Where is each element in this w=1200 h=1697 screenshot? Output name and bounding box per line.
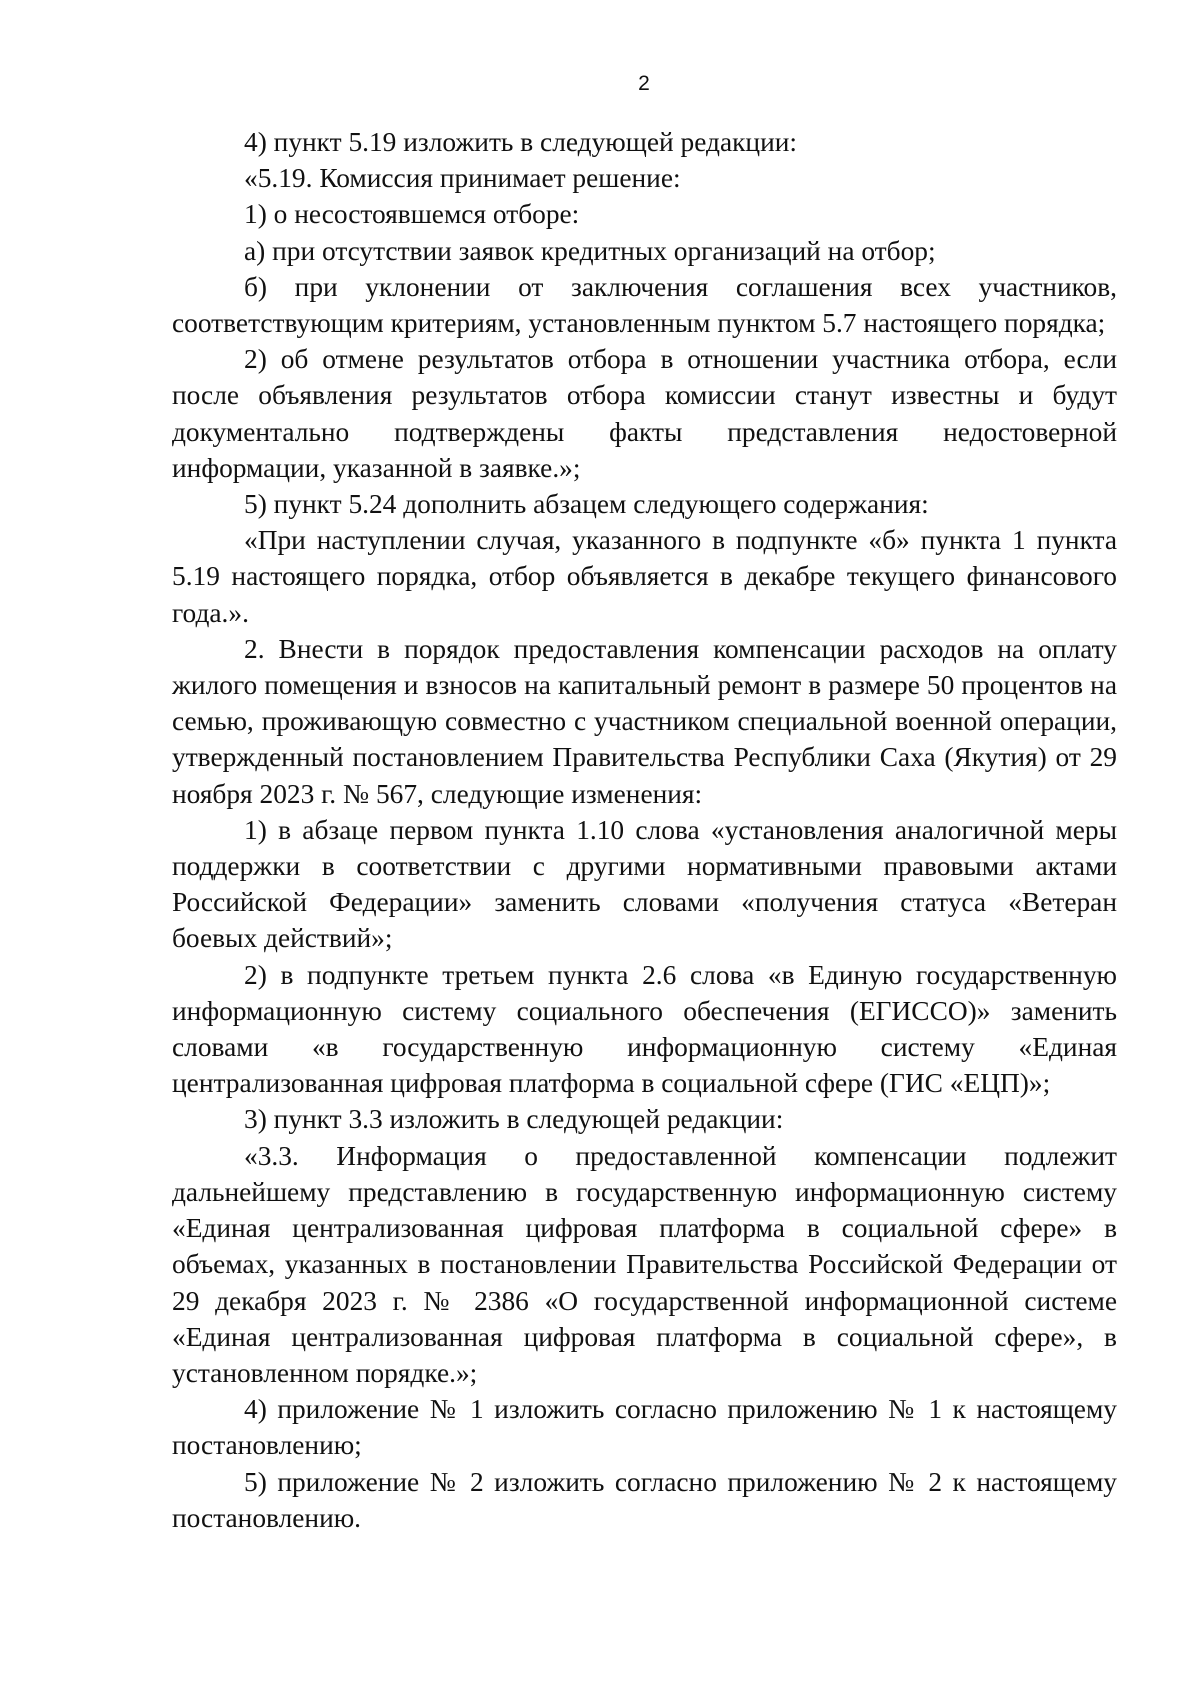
paragraph-amendment-2: 2) в подпункте третьем пункта 2.6 слова «в Единую государственную информационную систему социального обеспечения (ЕГИССО)» заменить словами «в государственную информационную систему «Единая централизованная цифровая платформа в социальной сфере (ГИС «ЕЦП)»;	[172, 959, 1117, 1099]
paragraph-quote-addition: «При наступлении случая, указанного в подпункте «б» пункта 1 пункта 5.19 настоящего порядка, отбор объявляется в декабре текущего финансового года.».	[172, 525, 1117, 628]
paragraph-quote-3-3: «3.3. Информация о предоставленной компенсации подлежит дальнейшему представлению в государственную информационную систему «Единая централизованная цифровая платформа в социальной сфере» в объемах, указанных в постановлении Правительства Российской Федерации от 29 декабря 2023 г. № 2386 «О государственной информационной системе «Единая централизованная цифровая платформа в социальной сфере», в установленном порядке.»;	[172, 1140, 1117, 1388]
page-number: 2	[638, 72, 650, 95]
paragraph-amendment-1: 1) в абзаце первом пункта 1.10 слова «установления аналогичной меры поддержки в соответствии с другими нормативными правовыми актами Российской Федерации» заменить словами «получения статуса «Ветеран боевых действий»;	[172, 814, 1117, 954]
paragraph-quote-5-19: «5.19. Комиссия принимает решение:	[244, 163, 681, 194]
paragraph-amendment-4: 4) приложение № 1 изложить согласно приложению № 1 к настоящему постановлению;	[172, 1394, 1117, 1461]
paragraph-subitem-2: 2) об отмене результатов отбора в отношении участника отбора, если после объявления результатов отбора комиссии станут известны и будут документально подтверждены факты представления недостоверной информации, указанной в заявке.»;	[172, 344, 1117, 483]
paragraph-section-2: 2. Внести в порядок предоставления компенсации расходов на оплату жилого помещения и взносов на капитальный ремонт в размере 50 процентов на семью, проживающую совместно с участником специальной военной операции, утвержденный постановлением Правительства Республики Саха (Якутия) от 29 ноября 2023 г. № 567, следующие изменения:	[172, 633, 1117, 809]
paragraph-amendment-5: 5) приложение № 2 изложить согласно приложению № 2 к настоящему постановлению.	[172, 1466, 1117, 1533]
paragraph-item-5-point-5-24: 5) пункт 5.24 дополнить абзацем следующего содержания:	[244, 489, 929, 520]
paragraph-subitem-b: б) при уклонении от заключения соглашения всех участников, соответствующим критериям, установленным пунктом 5.7 настоящего порядка;	[172, 271, 1117, 339]
paragraph-item-4-point-5-19: 4) пункт 5.19 изложить в следующей редакции:	[244, 127, 798, 157]
paragraph-subitem-1: 1) о несостоявшемся отборе:	[244, 199, 580, 230]
paragraph-amendment-3: 3) пункт 3.3 изложить в следующей редакции:	[244, 1104, 784, 1135]
document-body	[172, 124, 1117, 1536]
paragraph-subitem-a: а) при отсутствии заявок кредитных организаций на отбор;	[244, 235, 936, 266]
